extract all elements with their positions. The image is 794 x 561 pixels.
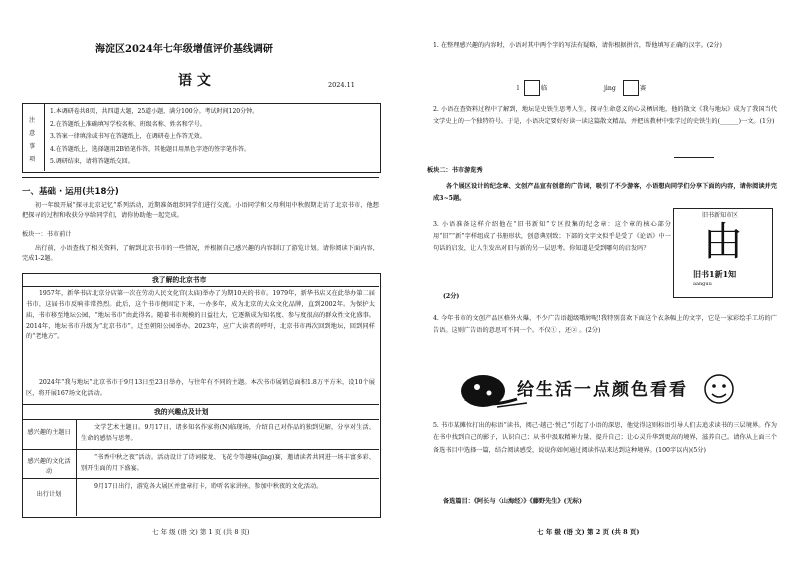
question-1: 1. 在整理感兴趣的内容时，小语对其中两个字的写法有疑略，请你根据拼音，帮他填写正确的汉字。(2分) xyxy=(433,42,722,49)
exam-title: 海淀区2024年七年级增值评价基线调研 xyxy=(95,44,273,55)
stamp-character: 由 xyxy=(703,219,743,265)
q1-answer-box-a[interactable] xyxy=(524,80,540,96)
plan-row-label: 感兴趣的文化活动 xyxy=(27,458,71,475)
plan-row-content: “书香中秋之夜”活动。活动设计了诗词接龙、飞花令等趣味(jīng)赛，邀请读者共同进一场丰富多彩、别开生面的月下盛宴。 xyxy=(81,454,375,472)
q1-char-b: 赛 xyxy=(640,85,647,92)
q5-options: 备选篇目：《阿长与〈山海经〉》《藤野先生》(无标) xyxy=(443,498,582,505)
subject-title: 语 文 xyxy=(178,73,211,89)
stamp-small-text: aanguu xyxy=(693,281,712,287)
board-two-intro: 各个展区设计的纪念章、文创产品宣有创意的广告词，吸引了不少游客，小语想向同学们分享下面的内容，请你阅读并完成3~5题。 xyxy=(433,183,777,203)
notice-item: 5.调研结束，请将答题纸交回。 xyxy=(50,158,134,165)
knowledge-header: 我了解的北京书市 xyxy=(152,276,207,284)
plan-row-content: 文学艺术主题日。9月17日，诸多知名作家将(N)临现场，介绍自己对作品的独到见解，分享对生活、生命的感悟与思考。 xyxy=(81,424,375,442)
section-title: 一、基础 · 运用(共18分) xyxy=(22,187,119,197)
plan-header: 我的兴趣点及计划 xyxy=(154,408,209,416)
banner-text: 给生活一点颜色看看 xyxy=(517,380,688,400)
notice-item: 4.在答题纸上，选择题用2B铅笔作答，其他题目用黑色字迹的签字笔作答。 xyxy=(50,145,250,153)
board-two-label: 板块二：书市游览秀 xyxy=(427,167,483,174)
board-one-label: 板块一：书市前计 xyxy=(22,231,72,238)
notice-item: 1.本调研卷共8页，共四道大题，25道小题，满分100分。考试时间120分钟。 xyxy=(50,108,259,115)
banner-image xyxy=(457,369,747,413)
question-4: 4. 今年书市的文创产品区格外火爆，不少广告语超级哦婷呢!我特别喜欢下面这个衣条幅上的文字，它是一家彩绘手工坊的广告语。这则广告语的意思可不同一个。不仅① ，还② 。(2分) xyxy=(433,315,777,335)
q3-score: (2分) xyxy=(443,293,460,300)
plan-row-content: 9月17日出行，游览各大展区并盘章打卡，聆听名家讲座，参加中秋夜的文化活动。 xyxy=(94,483,323,490)
stamp-top-label: 旧书新知市区 xyxy=(702,212,739,219)
plan-row-label: 感兴趣的主题日 xyxy=(27,429,71,436)
prep-text: 出行前，小语查找了相关资料，了解到北京书市的一些情况，并根据自己感兴趣的内容制订了游览计划。请你阅读下面内容，完成1-2题。 xyxy=(22,245,379,262)
question-5: 5. 书市某摊位打出的标语“读书，阅己·越己·悦己”引起了小语的深思，他觉得这则标语引导人们去追求读书的三层境界。作为在书中找到自己的影子，认识自己；从书中汲取精神力量、提升自己；让心灵升华到更高的境界，滋养自己。请你从上面三个备选书目中选择一篇，结合阅读感受，说说你如何通过阅读作品来达到这种境界。(100字以内)(5分) xyxy=(433,422,777,454)
plan-row-label: 出行计划 xyxy=(36,491,62,498)
q2-answer-line[interactable] xyxy=(674,157,714,158)
notice-list xyxy=(50,106,258,169)
page-footer: 七 年 级 (语 文) 第 2 页 (共 8 页) xyxy=(537,528,640,536)
separator xyxy=(22,177,379,178)
q1-pinyin-b: jìng xyxy=(604,85,616,92)
q1-answer-box-b[interactable] xyxy=(623,80,639,96)
stamp-bottom-text: 旧书1新1知 xyxy=(693,269,737,279)
notice-item: 2.在答题纸上准确填写学校名称、班级名称、姓名和学号。 xyxy=(50,120,206,128)
question-3: 3. 小语准备这样介绍他在“旧书新知”专区投集的纪念章：这个章的核心部分用“旧”“新”字样组成了书册形状，创意典别致；下部的文字文似乎是受了《论语》中一句话的启发，让人生发出对旧与新的另一层思考。你知道是受到哪句的启发吗？ xyxy=(433,221,671,252)
notice-label: 注 意 事 项 xyxy=(29,117,36,163)
intro-text: 初一年级开展“探寻北京记忆”系列活动，近期准备组织同学们进行交流。小语同学和父母利用中秋假期走访了北京书市，他想把探寻的过程和收获分享给同学们，请你协助他一起完成。 xyxy=(22,202,379,219)
notice-divider xyxy=(44,103,45,171)
notice-item: 3.答案一律填涂或书写在答题纸上，在调研卷上作答无效。 xyxy=(50,133,206,140)
knowledge-text: 1957年，新华书店北京分店第一次在劳动人民文化宫(太庙)举办了为期10天的书市。1979年，新华书店又在此举办第二届书市，这届书市反响非常热烈。此后，这个书市便固定下来，一办多年，成为北京的大众文化品牌，直到2002年。为保护太庙，书市移至地坛公园，“地坛书市”由此得名。随着书市规模的日益壮大，它逐渐成为知名度、参与度很高的群众性文化盛事。2014年，地坛书市升级为“北京书市”，迁至朝阳公园举办。2023年，应广大读者的呼吁，北京书市再次回到地坛，回到同样的“老地方”。 xyxy=(26,290,375,341)
q1-pinyin-a: l xyxy=(517,85,519,92)
q1-char-a: 临 xyxy=(541,85,548,92)
knowledge-text-2: 2024年“我与地坛”北京书市于9月13日至23日举办，与往年有不同的主题。本次书市展销总面积1.8万平方米，设10个展区，将开展167场文化活动。 xyxy=(26,379,375,397)
page-footer: 七 年 级 (语 文) 第 1 页 (共 8 页) xyxy=(152,528,250,536)
question-2: 2. 小语在查资料过程中了解到，地坛是史铁生思考人生，探寻生命意义的心灵栖居地，他的散文《我与地坛》成为了我国当代文学史上的一个独特符号。于是，小语决定要好好读一读这篇散文精品，并把该教材中张学过的史铁生的(______)一文。(1分) xyxy=(433,106,777,126)
page-2 xyxy=(397,0,794,561)
exam-date: 2024.11 xyxy=(328,81,355,89)
